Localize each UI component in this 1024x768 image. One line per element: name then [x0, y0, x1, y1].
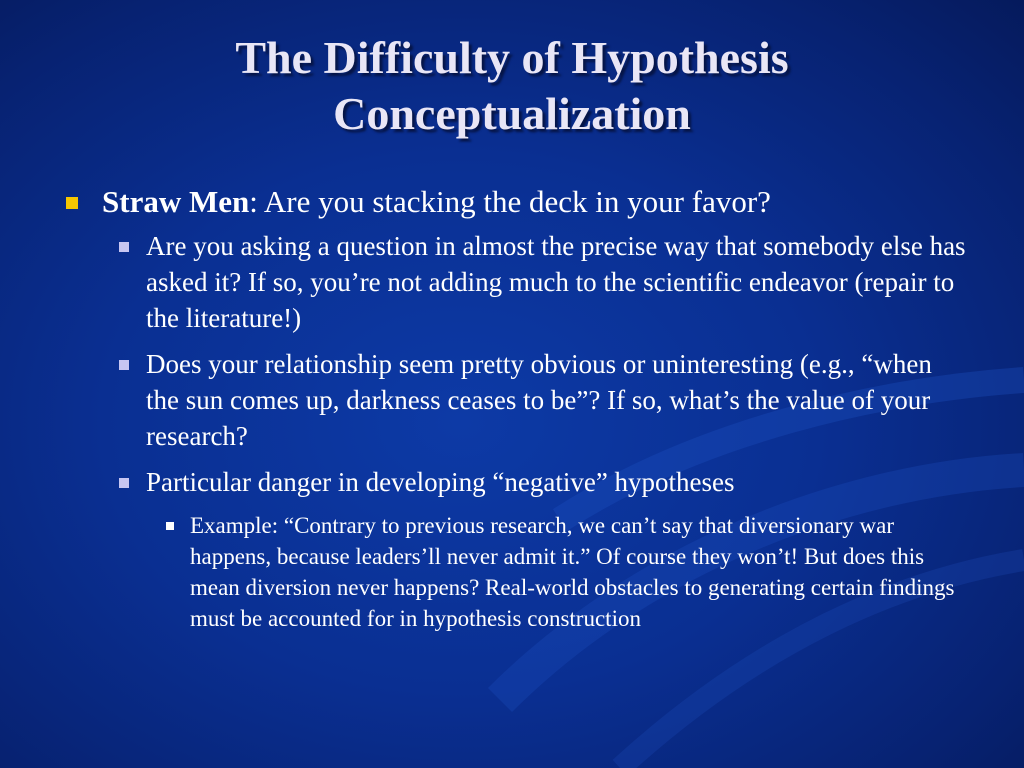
square-bullet-icon	[66, 197, 78, 209]
slide-title-line-1: The Difficulty of Hypothesis	[235, 32, 789, 83]
bullet-text: Are you asking a question in almost the precise way that somebody else has asked it? If so, you’re not adding much to the scientific endeavor (repair to the literature!)	[146, 231, 966, 333]
slide-title	[60, 30, 964, 142]
square-bullet-icon	[119, 360, 129, 370]
bullet-heading-rest: : Are you stacking the deck in your favor?	[249, 184, 771, 219]
bullet-text: Example: “Contrary to previous research, we can’t say that diversionary war happens, because leaders’ll never admit it.” Of course they won’t! But does this mean diversion never happens? Real-world obstacles to generating certain findings must be accounted for in hypothesis construction	[190, 513, 955, 631]
square-bullet-icon	[119, 242, 129, 252]
square-bullet-icon	[119, 478, 129, 488]
bullet-level3-example	[60, 510, 970, 634]
bullet-level2-negative-hypotheses	[60, 464, 970, 500]
bullet-level2-precise-question	[60, 228, 970, 336]
square-bullet-icon	[166, 522, 174, 530]
slide-title-line-2: Conceptualization	[333, 88, 691, 139]
bullet-text: Does your relationship seem pretty obvious or uninteresting (e.g., “when the sun comes up, darkness ceases to be”? If so, what’s the value of your research?	[146, 349, 932, 451]
bullet-level2-obvious-relationship	[60, 346, 970, 454]
slide-body	[60, 184, 970, 634]
bullet-level1-straw-men	[60, 184, 970, 220]
bullet-text: Particular danger in developing “negative” hypotheses	[146, 467, 735, 497]
bullet-heading-strong: Straw Men	[102, 184, 250, 219]
